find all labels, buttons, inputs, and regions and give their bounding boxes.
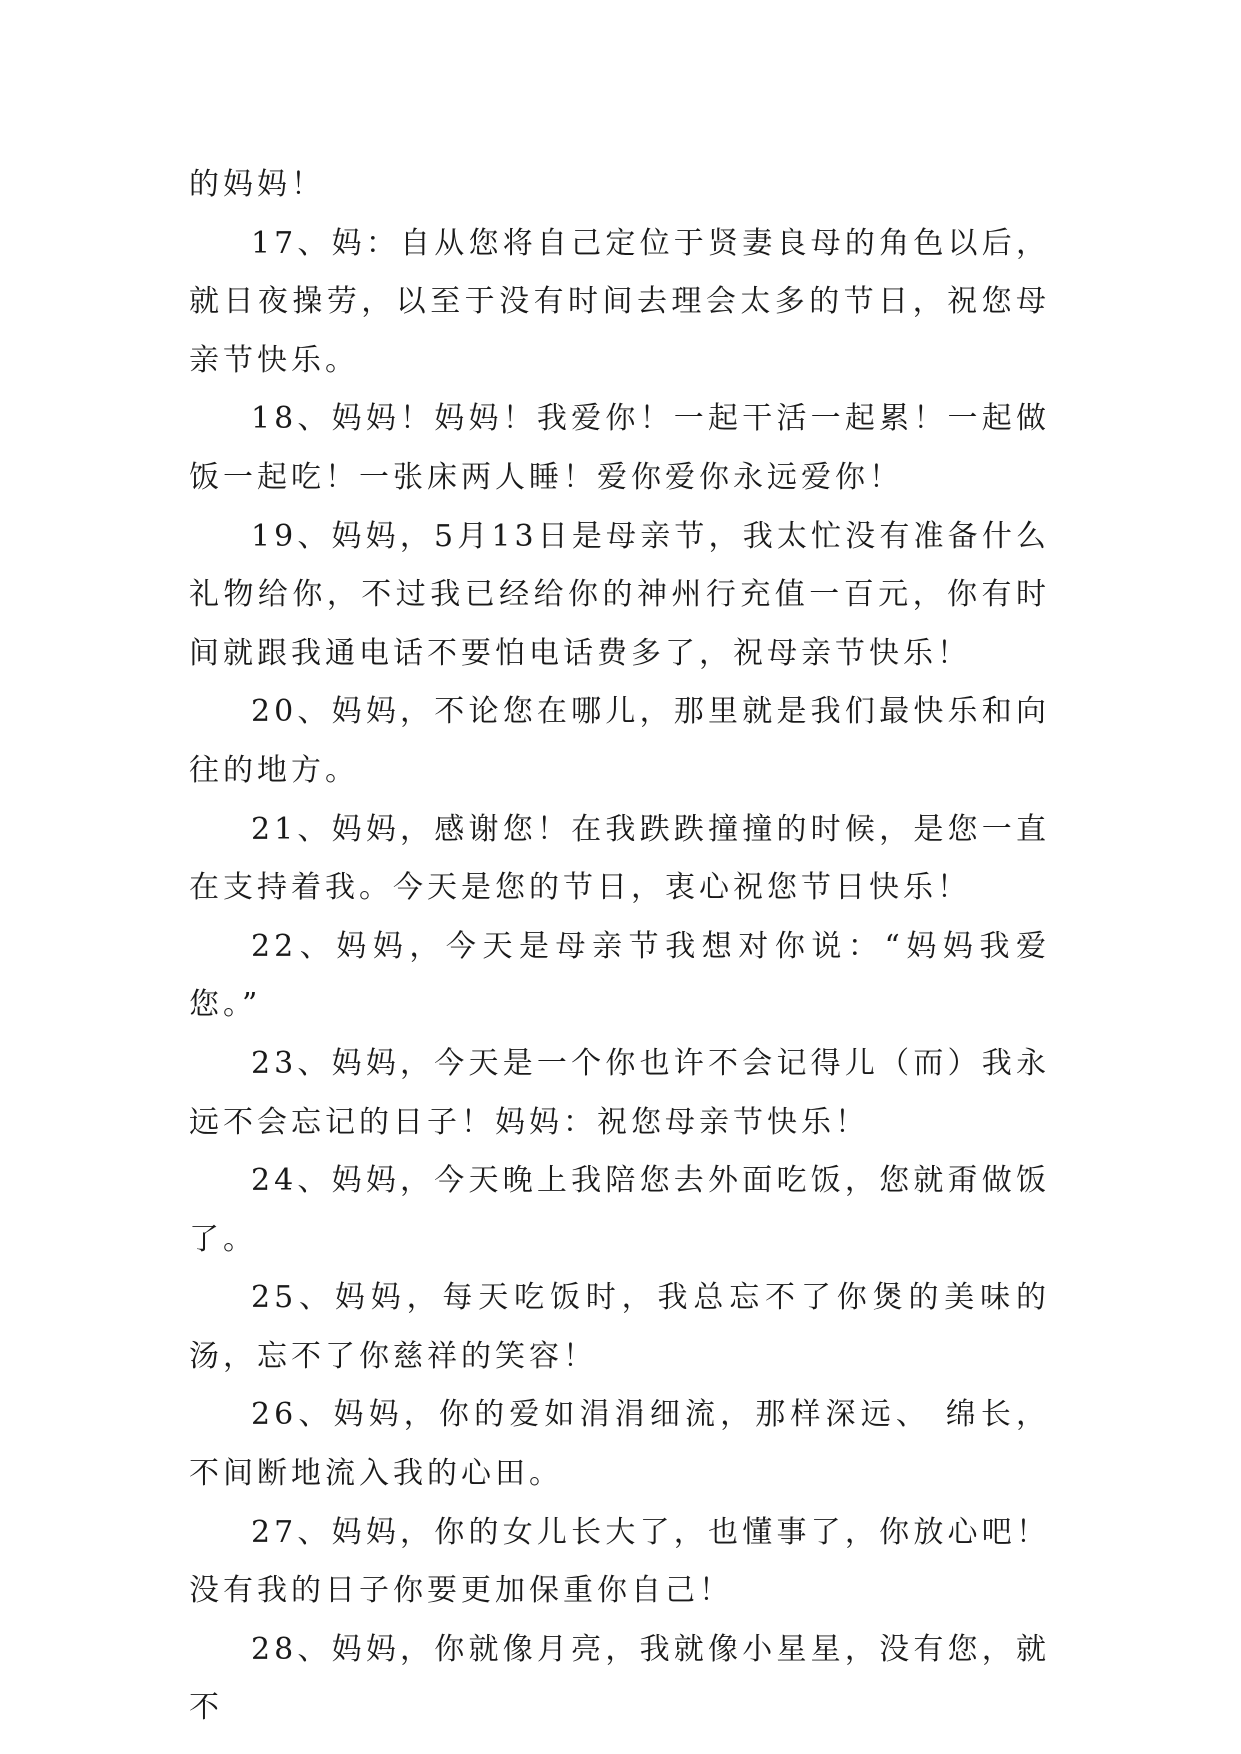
paragraph-28: 28、妈妈，你就像月亮，我就像小星星，没有您，就不 [189,1631,1050,1726]
paragraph-21: 21、妈妈，感谢您！在我跌跌撞撞的时候，是您一直在支持着我。今天是您的节日，衷心祝您节日快乐！ [189,811,1050,906]
paragraph-26: 26、妈妈，你的爱如涓涓细流，那样深远、 绵长，不间断地流入我的心田。 [189,1397,1050,1492]
paragraph-25: 25、妈妈，每天吃饭时，我总忘不了你煲的美味的汤，忘不了你慈祥的笑容！ [189,1280,1050,1374]
paragraph-19: 19、妈妈，5月13日是母亲节，我太忙没有准备什么礼物给你，不过我已经给你的神州行充值一百元，你有时间就跟我通电话不要怕电话费多了，祝母亲节快乐！ [189,518,1050,671]
paragraph-17: 17、妈：自从您将自己定位于贤妻良母的角色以后，就日夜操劳，以至于没有时间去理会太多的节日，祝您母亲节快乐。 [189,225,1050,378]
body-text [189,156,1050,1738]
paragraph-23: 23、妈妈，今天是一个你也许不会记得儿（而）我永远不会忘记的日子！妈妈：祝您母亲节快乐！ [189,1045,1050,1140]
paragraph-24: 24、妈妈，今天晚上我陪您去外面吃饭，您就甭做饭了。 [189,1163,1050,1257]
paragraph-continuation: 的妈妈！ [189,167,325,202]
paragraph-20: 20、妈妈，不论您在哪儿，那里就是我们最快乐和向往的地方。 [189,694,1050,788]
paragraph-18: 18、妈妈！妈妈！我爱你！一起干活一起累！一起做饭一起吃！一张床两人睡！爱你爱你永远爱你！ [189,401,1050,495]
paragraph-27: 27、妈妈，你的女儿长大了，也懂事了，你放心吧！没有我的日子你要更加保重你自己！ [189,1514,1050,1609]
paragraph-22: 22、妈妈，今天是母亲节我想对你说：“妈妈我爱您。” [189,928,1050,1023]
